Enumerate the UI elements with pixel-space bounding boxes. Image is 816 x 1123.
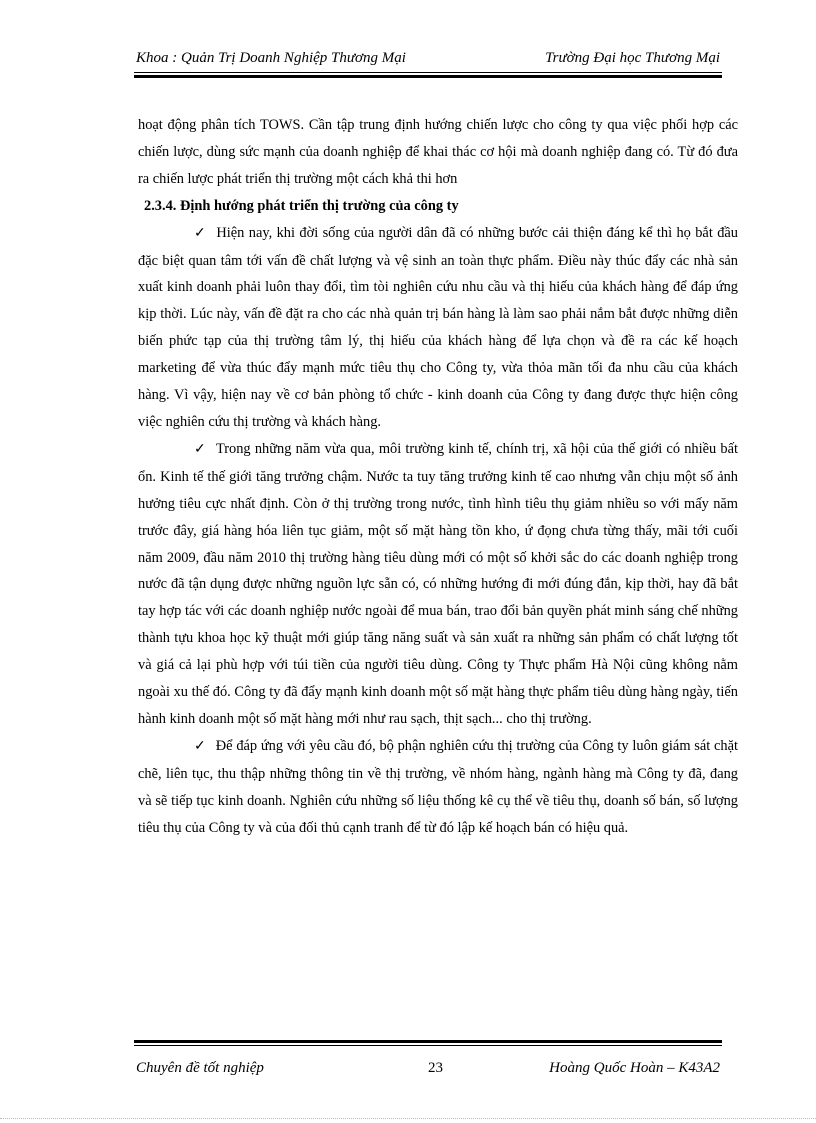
- bullet-paragraph-3: [138, 733, 738, 842]
- header-university: Trường Đại học Thương Mại: [545, 50, 720, 66]
- paragraph-text: Hiện nay, khi đời sống của người dân đã có những bước cải thiện đáng kể thì họ bắt đầu đặc biệt quan tâm tới vấn đề chất lượng và vệ sinh an toàn thực phẩm. Điều này thúc đẩy các nhà sản xuất kinh doanh phải luôn thay đổi, tìm tòi nghiên cứu nhu cầu và thị hiếu của khách hàng để đáp ứng kịp thời. Lúc này, vấn đề đặt ra cho các nhà quản trị bán hàng là làm sao phải nắm bắt được những diễn biến phức tạp của thị trường tâm lý, thị hiếu của khách hàng để lựa chọn và đề ra các kế hoạch marketing để vừa thúc đẩy mạnh mức tiêu thụ cho Công ty, vừa thỏa mãn tối đa nhu cầu của khách hàng. Vì vậy, hiện nay về cơ bản phòng tổ chức - kinh doanh của Công ty đang được thực hiện công việc nghiên cứu thị trường và khách hàng.: [138, 224, 738, 430]
- page-number: 23: [428, 1060, 443, 1076]
- header-faculty: Khoa : Quản Trị Doanh Nghiệp Thương Mại: [136, 50, 406, 66]
- paragraph-text: Để đáp ứng với yêu cầu đó, bộ phận nghiên cứu thị trường của Công ty luôn giám sát chặt chẽ, liên tục, thu thập những thông tin về thị trường, về nhóm hàng, ngành hàng mà Công ty đã, đang và sẽ tiếp tục kinh doanh. Nghiên cứu những số liệu thống kê cụ thể về tiêu thụ, doanh số bán, số lượng tiêu thụ của Công ty và của đối thủ cạnh tranh để từ đó lập kế hoạch bán có hiệu quả.: [138, 737, 738, 836]
- section-heading: 2.3.4. Định hướng phát triển thị trường của công ty: [144, 197, 459, 214]
- bullet-paragraph-2: [138, 436, 738, 733]
- page-edge-divider: [0, 1118, 816, 1119]
- bullet-paragraph-1: [138, 220, 738, 436]
- footer-author: Hoàng Quốc Hoàn – K43A2: [549, 1060, 720, 1076]
- page-footer: [136, 1060, 720, 1077]
- footer-document-type: Chuyên đề tốt nghiệp: [136, 1060, 264, 1076]
- checkmark-icon: ✓: [194, 441, 206, 457]
- checkmark-icon: ✓: [194, 738, 206, 754]
- document-body: [138, 112, 738, 841]
- intro-paragraph: hoạt động phân tích TOWS. Cần tập trung định hướng chiến lược cho công ty qua việc phối hợp các chiến lược, dùng sức mạnh của doanh nghiệp để khai thác cơ hội mà doanh nghiệp đang có. Từ đó đưa ra chiến lược phát triển thị trường một cách khả thi hơn: [138, 117, 738, 187]
- header-rule: [134, 72, 722, 78]
- paragraph-text: Trong những năm vừa qua, môi trường kinh tế, chính trị, xã hội của thế giới có nhiều bất ổn. Kinh tế thế giới tăng trưởng chậm. Nước ta tuy tăng trưởng kinh tế cao nhưng vẫn chịu một số ảnh hưởng tiêu cực nhất định. Còn ở thị trường trong nước, tình hình tiêu thụ giảm nhiều so với mấy năm trước đây, giá hàng hóa liên tục giảm, một số mặt hàng tồn kho, ứ đọng chưa từng thấy, mãi tới cuối năm 2009, đầu năm 2010 thị trường hàng tiêu dùng mới có một số khởi sắc do các doanh nghiệp trong nước đã tận dụng được những nguồn lực sẵn có, có những hướng đi mới đúng đắn, kịp thời, hay đã bắt tay hợp tác với các doanh nghiệp nước ngoài để mua bán, trao đổi bản quyền phát minh sáng chế những thành tựu khoa học kỹ thuật mới giúp tăng năng suất và sản xuất ra những sản phẩm có chất lượng tốt và giá cả lại phù hợp với túi tiền của người tiêu dùng. Công ty Thực phẩm Hà Nội cũng không nằm ngoài xu thế đó. Công ty đã đẩy mạnh kinh doanh một số mặt hàng thực phẩm tiêu dùng hàng ngày, tiến hành kinh doanh một số mặt hàng mới như rau sạch, thịt sạch... cho thị trường.: [138, 440, 738, 727]
- checkmark-icon: ✓: [194, 225, 206, 241]
- footer-rule: [134, 1040, 722, 1046]
- page-header: [136, 50, 720, 67]
